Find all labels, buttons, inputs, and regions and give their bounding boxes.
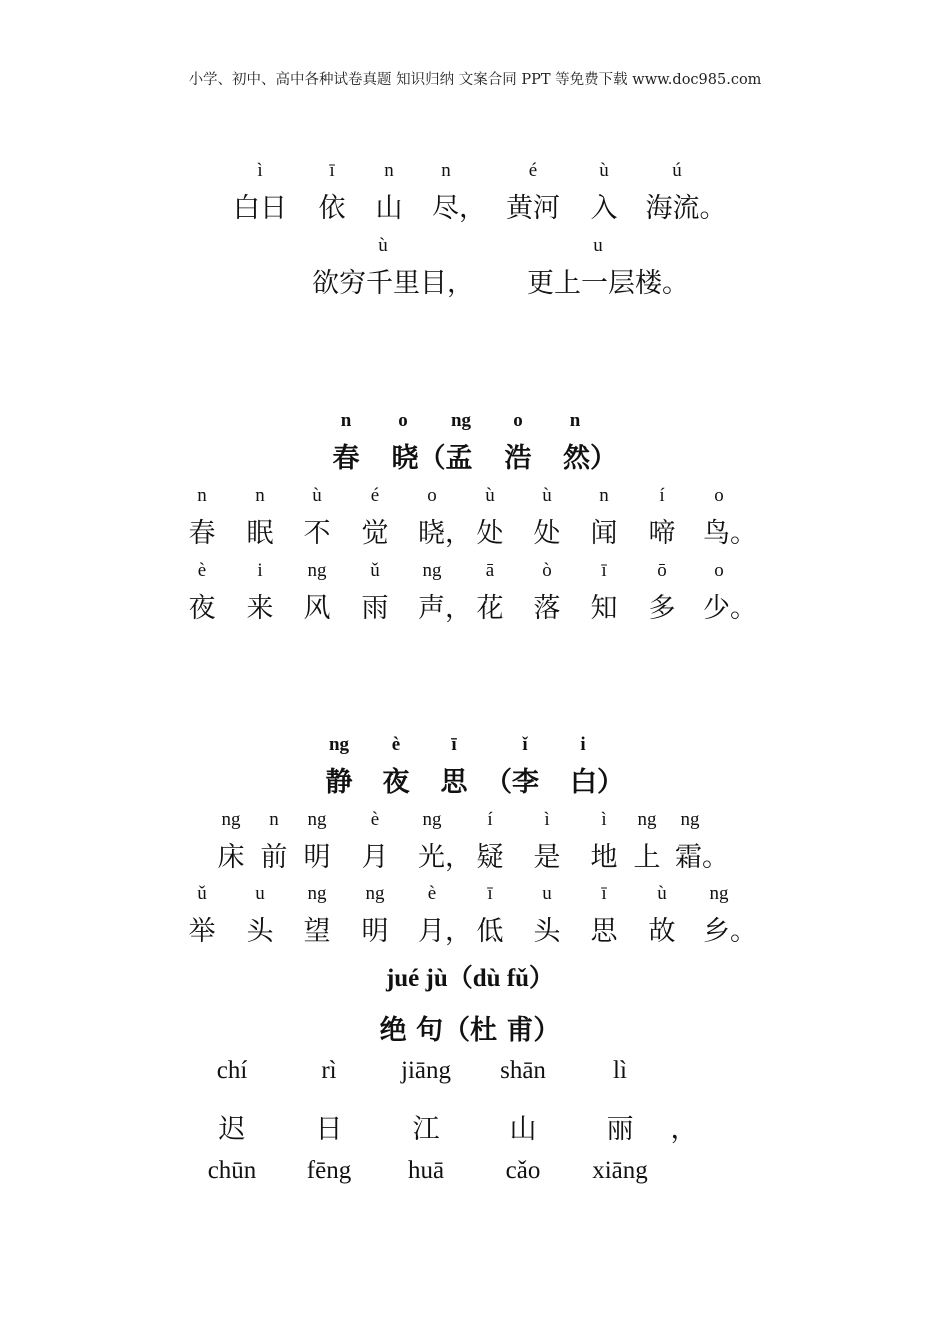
hanzi: 前 (260, 842, 288, 873)
pinyin: ì (257, 160, 263, 181)
pinyin: è (391, 734, 401, 755)
hanzi: 故 (648, 916, 676, 947)
hanzi: 山 (375, 193, 403, 224)
pinyin: huā (407, 1157, 445, 1184)
pinyin: ù (657, 883, 667, 904)
poem4-line1-pinyin (0, 1057, 950, 1087)
pinyin: í (659, 485, 665, 506)
pinyin: ì (601, 809, 607, 830)
hanzi: 声， (418, 593, 472, 624)
hanzi: 知 (590, 593, 618, 624)
title-char: 白） (570, 767, 624, 798)
pinyin: rì (321, 1057, 337, 1084)
title-char: 夜 (382, 767, 410, 798)
hanzi: 尽， (432, 193, 486, 224)
poem4-line1 (0, 1107, 950, 1145)
pinyin: chūn (207, 1157, 257, 1184)
pinyin: u (255, 883, 265, 904)
pinyin: ng (307, 809, 327, 830)
hanzi: 啼 (648, 518, 676, 549)
poem3-line2 (0, 909, 950, 947)
pinyin: n (441, 160, 451, 181)
hanzi: 更上一层楼。 (527, 268, 689, 299)
poem-title: 绝 句（杜 甫） (379, 1015, 561, 1046)
poem4-title-pinyin (0, 958, 950, 992)
hanzi: 月， (418, 916, 472, 947)
hanzi: 不 (303, 518, 331, 549)
title-char: 浩 (504, 443, 532, 474)
pinyin: lì (613, 1057, 627, 1084)
pinyin: i (580, 734, 586, 755)
pinyin: chí (216, 1057, 248, 1084)
pinyin: n (569, 410, 581, 431)
hanzi: 望 (303, 916, 331, 947)
pinyin: é (370, 485, 380, 506)
hanzi: 明 (361, 916, 389, 947)
hanzi: 乡。 (703, 916, 757, 947)
poem2-title (0, 436, 950, 474)
pinyin: n (197, 485, 207, 506)
hanzi: 丽 (606, 1114, 634, 1145)
hanzi: 鸟。 (703, 518, 757, 549)
pinyin: ù (378, 235, 388, 256)
hanzi: 落 (533, 593, 561, 624)
pinyin: ng (637, 809, 657, 830)
poem1-line1 (0, 186, 950, 224)
hanzi: 山 (509, 1114, 537, 1145)
pinyin: é (528, 160, 538, 181)
hanzi: 江 (412, 1114, 440, 1145)
title-char: 晓（孟 (391, 443, 473, 474)
hanzi: 思 (590, 916, 618, 947)
pinyin: jiāng (401, 1057, 451, 1084)
pinyin: ī (329, 160, 335, 181)
poem3-title (0, 760, 950, 798)
hanzi: 多 (648, 593, 676, 624)
hanzi: 头 (533, 916, 561, 947)
hanzi: 白日 (233, 193, 287, 224)
pinyin: í (487, 809, 493, 830)
pinyin: ng (221, 809, 241, 830)
hanzi: ， (670, 1114, 698, 1145)
hanzi: 明 (303, 842, 331, 873)
pinyin: xiāng (592, 1157, 648, 1184)
pinyin: ú (672, 160, 682, 181)
pinyin: n (384, 160, 394, 181)
title-char: 静 (325, 767, 353, 798)
pinyin: n (340, 410, 352, 431)
pinyin: cǎo (505, 1157, 541, 1184)
hanzi: 花 (476, 593, 504, 624)
pinyin: ī (601, 883, 607, 904)
poem3-line1 (0, 835, 950, 873)
hanzi: 闻 (590, 518, 618, 549)
pinyin: è (197, 560, 207, 581)
pinyin: ǔ (370, 560, 380, 581)
pinyin: ō (657, 560, 667, 581)
poem2-line2 (0, 586, 950, 624)
pinyin: o (714, 485, 724, 506)
title-char: （李 (485, 767, 539, 798)
pinyin: n (599, 485, 609, 506)
pinyin: ù (542, 485, 552, 506)
hanzi: 床 (217, 842, 245, 873)
pinyin: ng (680, 809, 700, 830)
title-char: 然） (563, 443, 617, 474)
pinyin: u (542, 883, 552, 904)
hanzi: 少。 (703, 593, 757, 624)
hanzi: 来 (246, 593, 274, 624)
title-char: 春 (332, 443, 360, 474)
pinyin: ng (709, 883, 729, 904)
title-char: 思 (440, 767, 468, 798)
hanzi: 欲穷千里目， (312, 268, 474, 299)
hanzi: 觉 (361, 518, 389, 549)
hanzi: 疑 (476, 842, 504, 873)
hanzi: 上 (633, 842, 661, 873)
hanzi: 晓， (418, 518, 472, 549)
hanzi: 日 (315, 1114, 343, 1145)
hanzi: 依 (318, 193, 346, 224)
hanzi: 眠 (246, 518, 274, 549)
hanzi: 头 (246, 916, 274, 947)
hanzi: 夜 (188, 593, 216, 624)
poem4-title (0, 1008, 950, 1046)
pinyin: o (427, 485, 437, 506)
hanzi: 光， (418, 842, 472, 873)
pinyin: ī (487, 883, 493, 904)
title-pinyin: jué jù（dù fǔ） (385, 965, 555, 992)
pinyin: ù (485, 485, 495, 506)
hanzi: 海流。 (645, 193, 727, 224)
pinyin: ā (485, 560, 495, 581)
pinyin: fēng (306, 1157, 352, 1184)
hanzi: 春 (188, 518, 216, 549)
poem1-line2 (0, 261, 950, 299)
pinyin: ng (450, 410, 472, 431)
pinyin: i (257, 560, 263, 581)
hanzi: 处 (476, 518, 504, 549)
hanzi: 处 (533, 518, 561, 549)
pinyin: ng (422, 560, 442, 581)
pinyin: n (269, 809, 279, 830)
pinyin: ng (307, 560, 327, 581)
hanzi: 地 (590, 842, 618, 873)
pinyin: o (513, 410, 523, 431)
hanzi: 举 (188, 916, 216, 947)
hanzi: 月 (361, 842, 389, 873)
hanzi: 迟 (218, 1114, 246, 1145)
pinyin: ù (312, 485, 322, 506)
hanzi: 是 (533, 842, 561, 873)
poem4-line2-pinyin (0, 1157, 950, 1187)
hanzi: 霜。 (675, 842, 729, 873)
hanzi: 黄河 (506, 193, 560, 224)
pinyin: ī (451, 734, 457, 755)
page-header: 小学、初中、高中各种试卷真题 知识归纳 文案合同 PPT 等免费下载 www.doc985.com (188, 72, 762, 88)
pinyin: shān (500, 1057, 546, 1084)
poem2-line1 (0, 511, 950, 549)
pinyin: ù (599, 160, 609, 181)
pinyin: ò (542, 560, 552, 581)
hanzi: 入 (590, 193, 618, 224)
pinyin: è (427, 883, 437, 904)
pinyin: ng (328, 734, 350, 755)
pinyin: ǐ (522, 734, 528, 755)
pinyin: n (255, 485, 265, 506)
pinyin: o (714, 560, 724, 581)
pinyin: o (398, 410, 408, 431)
pinyin: ī (601, 560, 607, 581)
pinyin: ng (365, 883, 385, 904)
hanzi: 风 (303, 593, 331, 624)
pinyin: u (593, 235, 603, 256)
pinyin: ì (544, 809, 550, 830)
pinyin: ng (422, 809, 442, 830)
hanzi: 低 (476, 916, 504, 947)
pinyin: ng (307, 883, 327, 904)
hanzi: 雨 (361, 593, 389, 624)
pinyin: è (370, 809, 380, 830)
pinyin: ǔ (197, 883, 207, 904)
